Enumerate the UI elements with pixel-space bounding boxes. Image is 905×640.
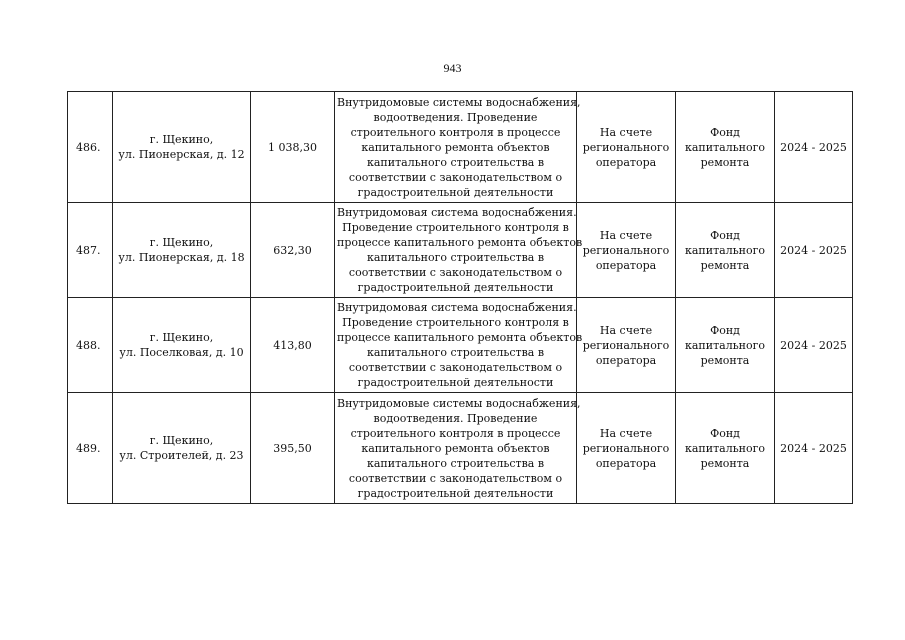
works-cell xyxy=(335,393,581,504)
fund-cell xyxy=(676,298,775,393)
account-cell xyxy=(577,203,676,298)
works-line: Внутридомовая система водоснабжения. xyxy=(337,206,577,219)
row-number-cell: 487. xyxy=(68,203,113,298)
fund-line: Фонд xyxy=(710,125,740,139)
period-cell: 2024 - 2025 xyxy=(775,92,853,203)
works-line: градостроительной деятельности xyxy=(357,486,554,500)
works-line: капитального строительства в xyxy=(366,346,545,359)
account-cell xyxy=(577,92,676,203)
works-line: соответствии с законодательством о xyxy=(348,266,563,279)
account-line: На счете xyxy=(599,426,653,440)
fund-cell xyxy=(676,92,775,203)
account-line: На счете xyxy=(599,228,653,242)
works-line: капитального строительства в xyxy=(366,155,545,169)
works-line: соответствии с законодательством о xyxy=(348,170,563,184)
table-row xyxy=(68,92,853,203)
address-street: ул. Пионерская, д. 12 xyxy=(118,148,245,161)
works-line: строительного контроля в процессе xyxy=(350,125,561,139)
area-cell: 413,80 xyxy=(251,298,335,393)
fund-line: Фонд xyxy=(710,228,740,242)
works-line: капитального ремонта объектов xyxy=(361,441,550,455)
works-line: градостроительной деятельности xyxy=(357,185,554,199)
works-line: градостроительной деятельности xyxy=(357,376,554,389)
account-line: регионального xyxy=(582,441,670,455)
works-line: процессе капитального ремонта объектов xyxy=(337,236,583,249)
page-number: 943 xyxy=(443,61,462,75)
period-cell: 2024 - 2025 xyxy=(775,393,853,504)
account-cell xyxy=(577,393,676,504)
fund-line: ремонта xyxy=(700,155,750,169)
account-line: оператора xyxy=(595,258,657,272)
works-line: капитального строительства в xyxy=(366,251,545,264)
account-line: регионального xyxy=(582,140,670,154)
works-line: градостроительной деятельности xyxy=(357,281,554,294)
account-cell xyxy=(577,298,676,393)
works-line: Внутридомовые системы водоснабжения, xyxy=(337,396,581,410)
works-cell xyxy=(335,203,583,298)
address-cell xyxy=(113,203,251,298)
fund-line: капитального xyxy=(684,338,766,352)
row-number-cell: 486. xyxy=(68,92,113,203)
address-street: ул. Поселковая, д. 10 xyxy=(119,346,244,359)
account-line: На счете xyxy=(599,323,653,337)
works-cell xyxy=(335,298,583,393)
fund-line: Фонд xyxy=(710,426,740,440)
works-line: соответствии с законодательством о xyxy=(348,361,563,374)
works-cell xyxy=(335,92,581,203)
area-cell: 395,50 xyxy=(251,393,335,504)
fund-cell xyxy=(676,393,775,504)
account-line: На счете xyxy=(599,125,653,139)
fund-line: ремонта xyxy=(700,353,750,367)
fund-line: капитального xyxy=(684,243,766,257)
account-line: оператора xyxy=(595,155,657,169)
address-street: ул. Строителей, д. 23 xyxy=(119,449,244,462)
account-line: регионального xyxy=(582,243,670,257)
address-cell xyxy=(113,92,251,203)
fund-cell xyxy=(676,203,775,298)
area-cell: 632,30 xyxy=(251,203,335,298)
works-line: водоотведения. Проведение xyxy=(373,411,538,425)
row-number-cell: 489. xyxy=(68,393,113,504)
works-line: соответствии с законодательством о xyxy=(348,471,563,485)
works-line: водоотведения. Проведение xyxy=(373,110,538,124)
period-cell: 2024 - 2025 xyxy=(775,203,853,298)
account-line: оператора xyxy=(595,456,657,470)
repair-registry-table xyxy=(67,91,853,504)
fund-line: Фонд xyxy=(710,323,740,337)
address-city: г. Щекино, xyxy=(149,236,214,249)
works-line: Внутридомовая система водоснабжения. xyxy=(337,301,577,314)
table-row xyxy=(68,393,853,504)
fund-line: ремонта xyxy=(700,456,750,470)
works-line: строительного контроля в процессе xyxy=(350,426,561,440)
address-city: г. Щекино, xyxy=(149,434,214,447)
row-number-cell: 488. xyxy=(68,298,113,393)
fund-line: ремонта xyxy=(700,258,750,272)
address-cell xyxy=(113,393,251,504)
table-row xyxy=(68,203,853,298)
fund-line: капитального xyxy=(684,441,766,455)
address-street: ул. Пионерская, д. 18 xyxy=(118,251,245,264)
address-cell xyxy=(113,298,251,393)
works-line: Проведение строительного контроля в xyxy=(342,316,569,329)
account-line: регионального xyxy=(582,338,670,352)
fund-line: капитального xyxy=(684,140,766,154)
period-cell: 2024 - 2025 xyxy=(775,298,853,393)
area-cell: 1 038,30 xyxy=(251,92,335,203)
works-line: капитального строительства в xyxy=(366,456,545,470)
table-row xyxy=(68,298,853,393)
works-line: капитального ремонта объектов xyxy=(361,140,550,154)
works-line: Внутридомовые системы водоснабжения, xyxy=(337,95,581,109)
account-line: оператора xyxy=(595,353,657,367)
works-line: Проведение строительного контроля в xyxy=(342,221,569,234)
address-city: г. Щекино, xyxy=(149,133,214,146)
works-line: процессе капитального ремонта объектов xyxy=(337,331,583,344)
address-city: г. Щекино, xyxy=(149,331,214,344)
